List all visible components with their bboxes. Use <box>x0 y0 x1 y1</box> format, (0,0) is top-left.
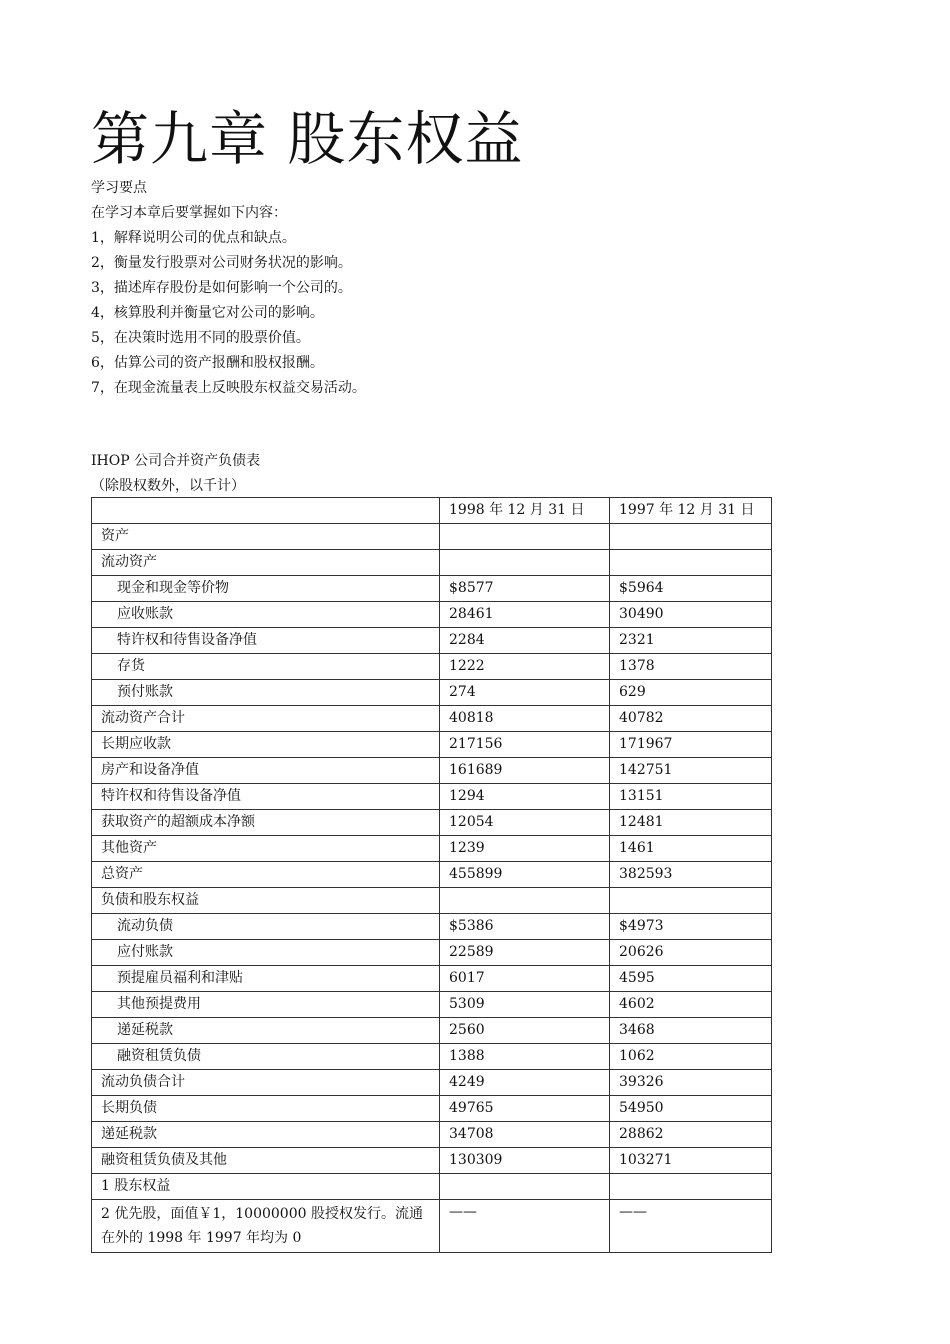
value-1998: 455899 <box>440 862 610 888</box>
row-label: 其他预提费用 <box>92 992 440 1018</box>
value-1998 <box>440 888 610 914</box>
value-1997: 40782 <box>610 706 772 732</box>
value-1998: 34708 <box>440 1122 610 1148</box>
table-row <box>92 706 772 732</box>
table-row <box>92 576 772 602</box>
learning-objectives <box>91 176 366 401</box>
value-1997: 28862 <box>610 1122 772 1148</box>
row-label: 现金和现金等价物 <box>92 576 440 602</box>
objective-item: 2，衡量发行股票对公司财务状况的影响。 <box>91 255 352 271</box>
objective-item: 7，在现金流量表上反映股东权益交易活动。 <box>91 380 366 396</box>
value-1998: 28461 <box>440 602 610 628</box>
value-1998: 1388 <box>440 1044 610 1070</box>
row-label: 长期负债 <box>92 1096 440 1122</box>
balance-sheet-table <box>91 497 772 1253</box>
table-row <box>92 1018 772 1044</box>
value-1997: 30490 <box>610 602 772 628</box>
value-1998: 1239 <box>440 836 610 862</box>
row-label: 获取资产的超额成本净额 <box>92 810 440 836</box>
row-label: 预提雇员福利和津贴 <box>92 966 440 992</box>
objective-item: 5，在决策时选用不同的股票价值。 <box>91 330 310 346</box>
value-1998: 22589 <box>440 940 610 966</box>
objectives-heading: 学习要点 <box>91 180 147 196</box>
value-1998: —— <box>440 1200 610 1253</box>
value-1998 <box>440 550 610 576</box>
row-label: 流动负债合计 <box>92 1070 440 1096</box>
objectives-intro: 在学习本章后要掌握如下内容： <box>91 205 287 221</box>
row-label: 长期应收款 <box>92 732 440 758</box>
value-1997 <box>610 524 772 550</box>
table-row <box>92 888 772 914</box>
value-1997: 171967 <box>610 732 772 758</box>
table-header-row <box>92 498 772 524</box>
row-label: 资产 <box>92 524 440 550</box>
value-1997: 629 <box>610 680 772 706</box>
value-1997: 1378 <box>610 654 772 680</box>
value-1997 <box>610 1174 772 1200</box>
value-1997: $4973 <box>610 914 772 940</box>
table-row <box>92 810 772 836</box>
value-1997: 12481 <box>610 810 772 836</box>
value-1997: —— <box>610 1200 772 1253</box>
value-1997: 4595 <box>610 966 772 992</box>
table-row <box>92 1044 772 1070</box>
table-row <box>92 966 772 992</box>
table-row <box>92 654 772 680</box>
row-label: 其他资产 <box>92 836 440 862</box>
table-row <box>92 550 772 576</box>
value-1998: 217156 <box>440 732 610 758</box>
table-subtitle: （除股权数外，以千计） <box>91 478 245 494</box>
objective-item: 3，描述库存股份是如何影响一个公司的。 <box>91 280 352 296</box>
table-caption <box>91 449 260 499</box>
value-1998: 40818 <box>440 706 610 732</box>
table-row <box>92 862 772 888</box>
value-1998: 4249 <box>440 1070 610 1096</box>
table-row <box>92 836 772 862</box>
table-row <box>92 940 772 966</box>
row-label: 流动负债 <box>92 914 440 940</box>
row-label: 总资产 <box>92 862 440 888</box>
table-row <box>92 732 772 758</box>
row-label: 流动资产 <box>92 550 440 576</box>
objective-item: 6，估算公司的资产报酬和股权报酬。 <box>91 355 324 371</box>
value-1997: 2321 <box>610 628 772 654</box>
row-label: 递延税款 <box>92 1122 440 1148</box>
value-1998: 6017 <box>440 966 610 992</box>
value-1998: 1222 <box>440 654 610 680</box>
table-row <box>92 1122 772 1148</box>
table-row <box>92 784 772 810</box>
header-cell: 1997 年 12 月 31 日 <box>610 498 772 524</box>
value-1998: 49765 <box>440 1096 610 1122</box>
value-1998: 274 <box>440 680 610 706</box>
row-label: 应收账款 <box>92 602 440 628</box>
value-1998: 2284 <box>440 628 610 654</box>
row-label: 融资租赁负债 <box>92 1044 440 1070</box>
row-label: 递延税款 <box>92 1018 440 1044</box>
row-label: 特许权和待售设备净值 <box>92 784 440 810</box>
value-1998: 12054 <box>440 810 610 836</box>
table-row <box>92 524 772 550</box>
objective-item: 1，解释说明公司的优点和缺点。 <box>91 230 296 246</box>
value-1997: 1062 <box>610 1044 772 1070</box>
header-cell <box>92 498 440 524</box>
row-label: 1 股东权益 <box>92 1174 440 1200</box>
value-1997 <box>610 550 772 576</box>
value-1998: 130309 <box>440 1148 610 1174</box>
table-row <box>92 1174 772 1200</box>
value-1997: 4602 <box>610 992 772 1018</box>
table-row <box>92 1096 772 1122</box>
row-label: 应付账款 <box>92 940 440 966</box>
row-label: 流动资产合计 <box>92 706 440 732</box>
row-label: 融资租赁负债及其他 <box>92 1148 440 1174</box>
header-cell: 1998 年 12 月 31 日 <box>440 498 610 524</box>
table-row <box>92 1200 772 1253</box>
row-label: 预付账款 <box>92 680 440 706</box>
value-1997: 3468 <box>610 1018 772 1044</box>
value-1998: 161689 <box>440 758 610 784</box>
table-row <box>92 628 772 654</box>
value-1997: 142751 <box>610 758 772 784</box>
value-1998 <box>440 524 610 550</box>
value-1997: $5964 <box>610 576 772 602</box>
value-1997: 20626 <box>610 940 772 966</box>
value-1997: 39326 <box>610 1070 772 1096</box>
value-1998: 5309 <box>440 992 610 1018</box>
value-1997: 1461 <box>610 836 772 862</box>
value-1997: 382593 <box>610 862 772 888</box>
table-row <box>92 992 772 1018</box>
value-1998 <box>440 1174 610 1200</box>
row-label: 房产和设备净值 <box>92 758 440 784</box>
row-label: 特许权和待售设备净值 <box>92 628 440 654</box>
row-label: 负债和股东权益 <box>92 888 440 914</box>
value-1998: 1294 <box>440 784 610 810</box>
chapter-title: 第九章 股东权益 <box>91 105 524 173</box>
value-1997: 13151 <box>610 784 772 810</box>
value-1998: 2560 <box>440 1018 610 1044</box>
table-title: IHOP 公司合并资产负债表 <box>91 453 261 469</box>
row-label: 2 优先股，面值￥1，10000000 股授权发行。流通在外的 1998 年 1997 年均为 0 <box>92 1200 440 1253</box>
row-label: 存货 <box>92 654 440 680</box>
table-row <box>92 914 772 940</box>
objective-item: 4，核算股利并衡量它对公司的影响。 <box>91 305 324 321</box>
value-1998: $8577 <box>440 576 610 602</box>
table-row <box>92 680 772 706</box>
table-row <box>92 758 772 784</box>
value-1997 <box>610 888 772 914</box>
value-1997: 103271 <box>610 1148 772 1174</box>
table-row <box>92 602 772 628</box>
value-1997: 54950 <box>610 1096 772 1122</box>
table-row <box>92 1148 772 1174</box>
table-row <box>92 1070 772 1096</box>
value-1998: $5386 <box>440 914 610 940</box>
